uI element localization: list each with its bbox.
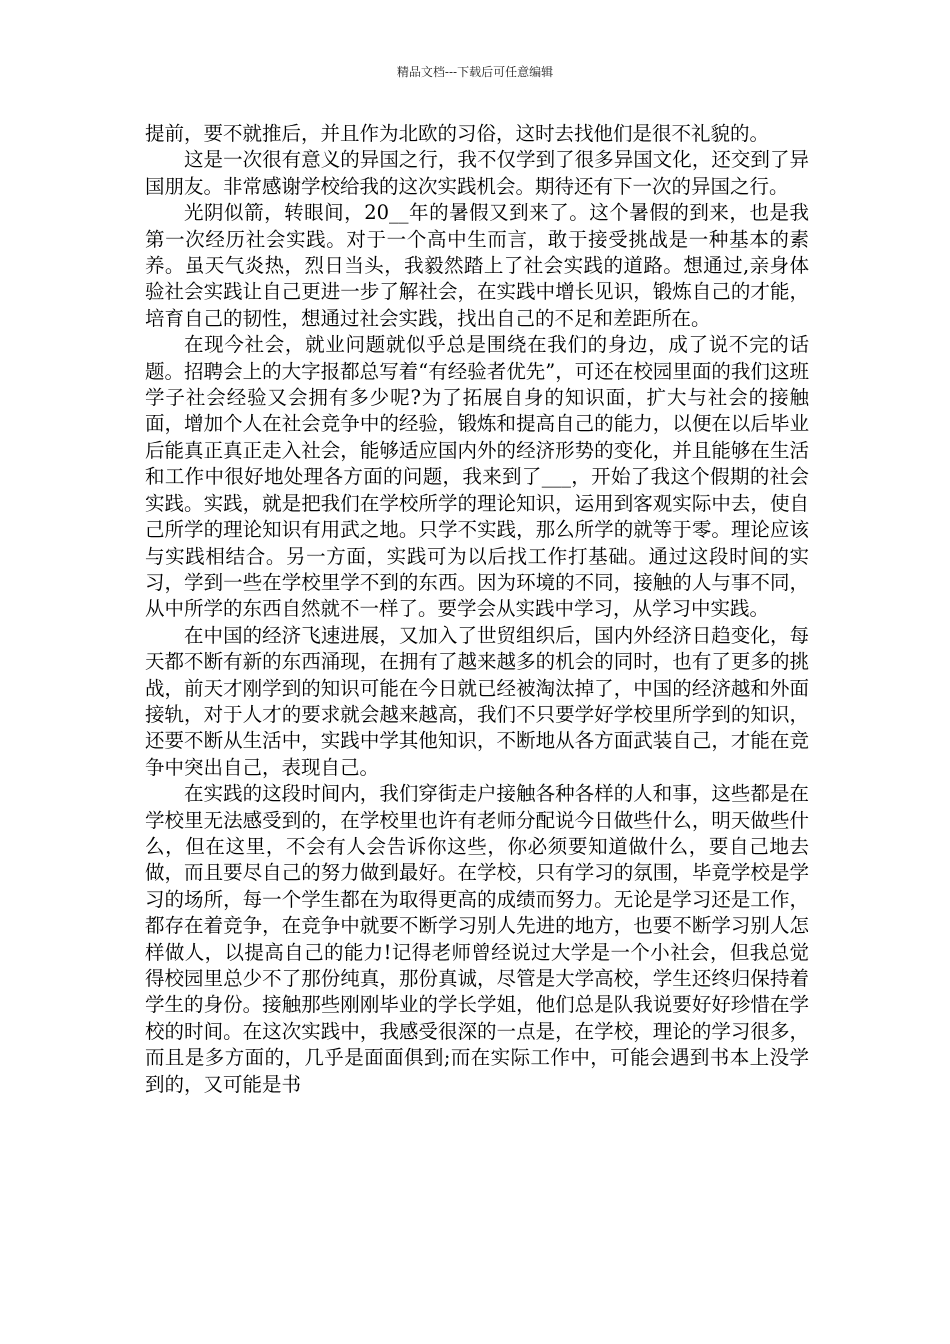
paragraph: 这是一次很有意义的异国之行，我不仅学到了很多异国文化，还交到了异国朋友。非常感谢学校给我的这次实践机会。期待还有下一次的异国之行。	[145, 148, 809, 198]
paragraph: 提前，要不就推后，并且作为北欧的习俗，这时去找他们是很不礼貌的。	[145, 122, 770, 145]
paragraph: 光阴似箭，转眼间，20__年的暑假又到来了。这个暑假的到来，也是我第一次经历社会实践。对于一个高中生而言，敢于接受挑战是一种基本的素养。虽天气炎热，烈日当头，我毅然踏上了社会实践的道路。想通过,亲身体验社会实践让自己更进一步了解社会，在实践中增长见识，锻炼自己的才能，培育自己的韧性，想通过社会实践，找出自己的不足和差距所在。	[145, 201, 809, 330]
paragraph: 在现今社会，就业问题就似乎总是围绕在我们的身边，成了说不完的话题。招聘会上的大字报都总写着“有经验者优先”，可还在校园里面的我们这班学子社会经验又会拥有多少呢?为了拓展自身的知识面，扩大与社会的接触面，增加个人在社会竞争中的经验，锻炼和提高自己的能力，以便在以后毕业后能真正真正走入社会，能够适应国内外的经济形势的变化，并且能够在生活和工作中很好地处理各方面的问题，我来到了___，开始了我这个假期的社会实践。实践，就是把我们在学校所学的理论知识，运用到客观实际中去，使自己所学的理论知识有用武之地。只学不实践，那么所学的就等于零。理论应该与实践相结合。另一方面，实践可为以后找工作打基础。通过这段时间的实习，学到一些在学校里学不到的东西。因为环境的不同，接触的人与事不同，从中所学的东西自然就不一样了。要学会从实践中学习，从学习中实践。	[145, 333, 809, 621]
paragraph: 在实践的这段时间内，我们穿街走户接触各种各样的人和事，这些都是在学校里无法感受到的，在学校里也许有老师分配说今日做些什么，明天做些什么，但在这里，不会有人会告诉你这些，你必须要知道做什么，要自己地去做，而且要尽自己的努力做到最好。在学校，只有学习的氛围，毕竟学校是学习的场所，每一个学生都在为取得更高的成绩而努力。无论是学习还是工作，都存在着竞争，在竞争中就要不断学习别人先进的地方，也要不断学习别人怎样做人，以提高自己的能力!记得老师曾经说过大学是一个小社会，但我总觉得校园里总少不了那份纯真，那份真诚，尽管是大学高校，学生还终归保持着学生的身份。接触那些刚刚毕业的学长学姐，他们总是队我说要好好珍惜在学校的时间。在这次实践中，我感受很深的一点是，在学校，理论的学习很多，而且是多方面的，几乎是面面俱到;而在实际工作中，可能会遇到书本上没学到的，又可能是书	[145, 782, 809, 1096]
page-header: 精品文档---下载后可任意编辑	[396, 65, 554, 79]
paragraph: 在中国的经济飞速进展，又加入了世贸组织后，国内外经济日趋变化，每天都不断有新的东西涌现，在拥有了越来越多的机会的同时，也有了更多的挑战，前天才刚学到的知识可能在今日就已经被淘汰掉了，中国的经济越和外面接轨，对于人才的要求就会越来越高，我们不只要学好学校里所学到的知识，还要不断从生活中，实践中学其他知识，不断地从各方面武装自己，才能在竞争中突出自己，表现自己。	[145, 623, 809, 779]
document-body	[145, 121, 809, 1098]
